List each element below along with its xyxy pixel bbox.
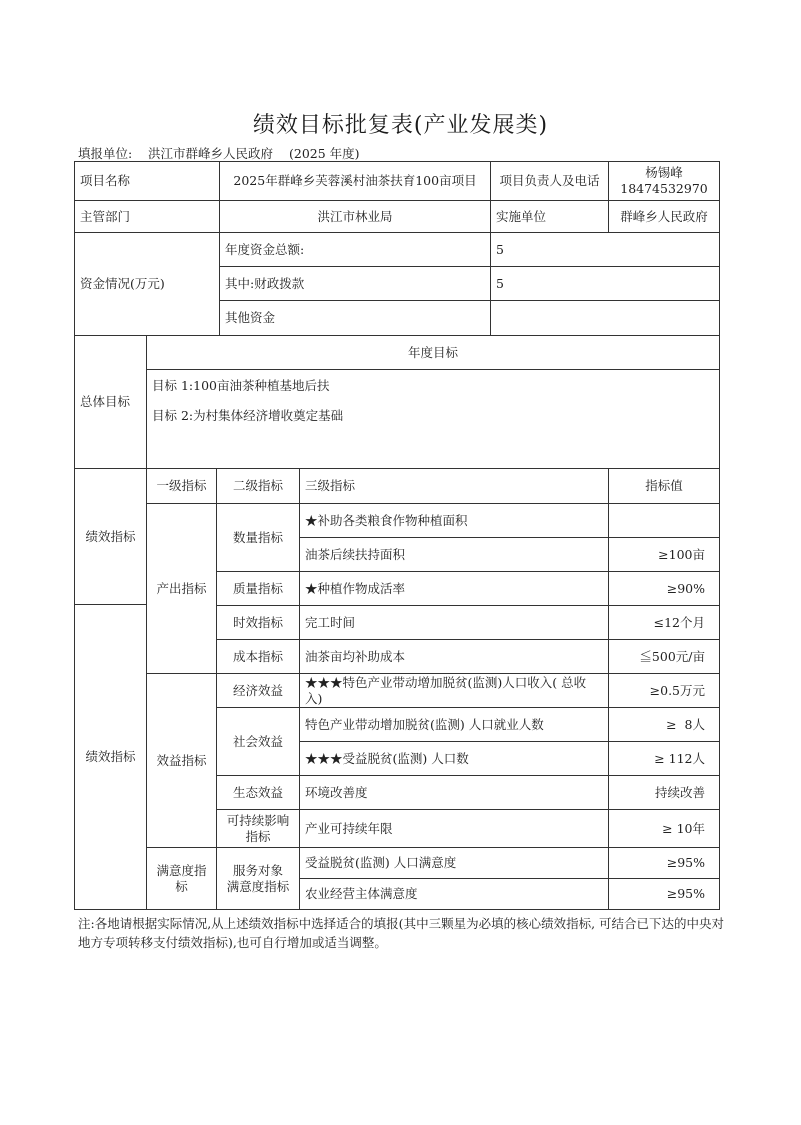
economic-label: 经济效益 [216,673,300,708]
timeliness-label: 时效指标 [216,605,300,640]
annual-goal-header: 年度目标 [146,335,720,370]
col-level1: 一级指标 [146,468,217,504]
cost-name: 油茶亩均补助成本 [299,639,609,674]
project-name: 2025年群峰乡芙蓉溪村油茶扶育100亩项目 [219,161,491,201]
social2-name: ★★★受益脱贫(监测) 人口数 [299,741,609,776]
cost-label: 成本指标 [216,639,300,674]
sat1-name: 受益脱贫(监测) 人口满意度 [299,847,609,879]
sat2-name: 农业经营主体满意度 [299,878,609,910]
quality-label: 质量指标 [216,571,300,606]
eco-name: 环境改善度 [299,775,609,810]
perf-label-2: 绩效指标 [74,604,147,910]
satisfaction-label-line1: 满意度指 [156,862,207,878]
eco-value: 持续改善 [608,775,720,810]
impl-value: 群峰乡人民政府 [608,200,720,233]
sustain-label-line1: 可持续影响 [226,812,290,828]
project-name-label: 项目名称 [74,161,220,201]
sustain-label [216,809,300,848]
dept-value: 洪江市林业局 [219,200,491,233]
dept-label: 主管部门 [74,200,220,233]
q1-name: ★补助各类粮食作物种植面积 [299,503,609,538]
unit-value: 洪江市群峰乡人民政府 [148,146,274,161]
fund-fiscal-value: 5 [490,266,720,301]
year-label: (2025 年度) [289,146,360,161]
leader-phone: 18474532970 [620,181,708,196]
benefit-indicator-label: 效益指标 [146,673,217,848]
service-label-line2: 满意度指标 [226,878,290,894]
fund-label: 资金情况(万元) [74,232,220,336]
sat1-value: ≥95% [608,847,720,879]
output-indicator-label: 产出指标 [146,503,217,674]
fund-total-label: 年度资金总额: [219,232,491,267]
quality-name: ★种植作物成活率 [299,571,609,606]
leader-label: 项目负责人及电话 [490,161,609,201]
social1-name: 特色产业带动增加脱贫(监测) 人口就业人数 [299,707,609,742]
sat2-value: ≥95% [608,878,720,910]
satisfaction-label-line2: 标 [175,878,188,894]
goal-2: 目标 2:为村集体经济增收奠定基础 [152,407,344,423]
page-title: 绩效目标批复表(产业发展类) [252,113,549,138]
q2-name: 油茶后续扶持面积 [299,537,609,572]
col-value: 指标值 [608,468,720,504]
goal-1: 目标 1:100亩油茶种植基地后扶 [152,378,330,393]
sustain-value: ≥ 10年 [608,809,720,848]
social1-value: ≥ 8人 [608,707,720,742]
fund-other-value [490,300,720,336]
satisfaction-indicator-label [146,847,217,910]
fund-fiscal-label: 其中:财政拨款 [219,266,491,301]
footnote: 注:各地请根据实际情况,从上述绩效指标中选择适合的填报(其中三颗星为必填的核心绩效指标, 可结合已下达的中央对地方专项转移支付绩效指标),也可自行增加或适当调整。 [78,916,725,950]
sustain-label-line2: 指标 [245,828,271,844]
social-label: 社会效益 [216,707,300,776]
service-satisfaction-label [216,847,300,910]
performance-table [74,161,720,910]
leader-info [608,161,720,201]
social2-value: ≥ 112人 [608,741,720,776]
quality-value: ≥90% [608,571,720,606]
perf-label-1: 绩效指标 [74,468,147,605]
sustain-name: 产业可持续年限 [299,809,609,848]
economic-value: ≥0.5万元 [608,673,720,708]
overall-goal-label: 总体目标 [74,335,147,469]
quantity-label: 数量指标 [216,503,300,572]
economic-name: ★★★特色产业带动增加脱贫(监测)人口收入( 总收入) [299,673,609,708]
unit-label: 填报单位: [78,146,133,161]
col-level3: 三级指标 [299,468,609,504]
q2-value: ≥100亩 [608,537,720,572]
eco-label: 生态效益 [216,775,300,810]
fund-other-label: 其他资金 [219,300,491,336]
annual-goals [146,369,720,469]
fund-total-value: 5 [490,232,720,267]
service-label-line1: 服务对象 [232,862,283,878]
impl-label: 实施单位 [490,200,609,233]
timeliness-value: ≤12个月 [608,605,720,640]
col-level2: 二级指标 [216,468,300,504]
leader-name: 杨锡峰 [645,165,683,181]
cost-value: ≦500元/亩 [608,639,720,674]
q1-value [608,503,720,538]
timeliness-name: 完工时间 [299,605,609,640]
